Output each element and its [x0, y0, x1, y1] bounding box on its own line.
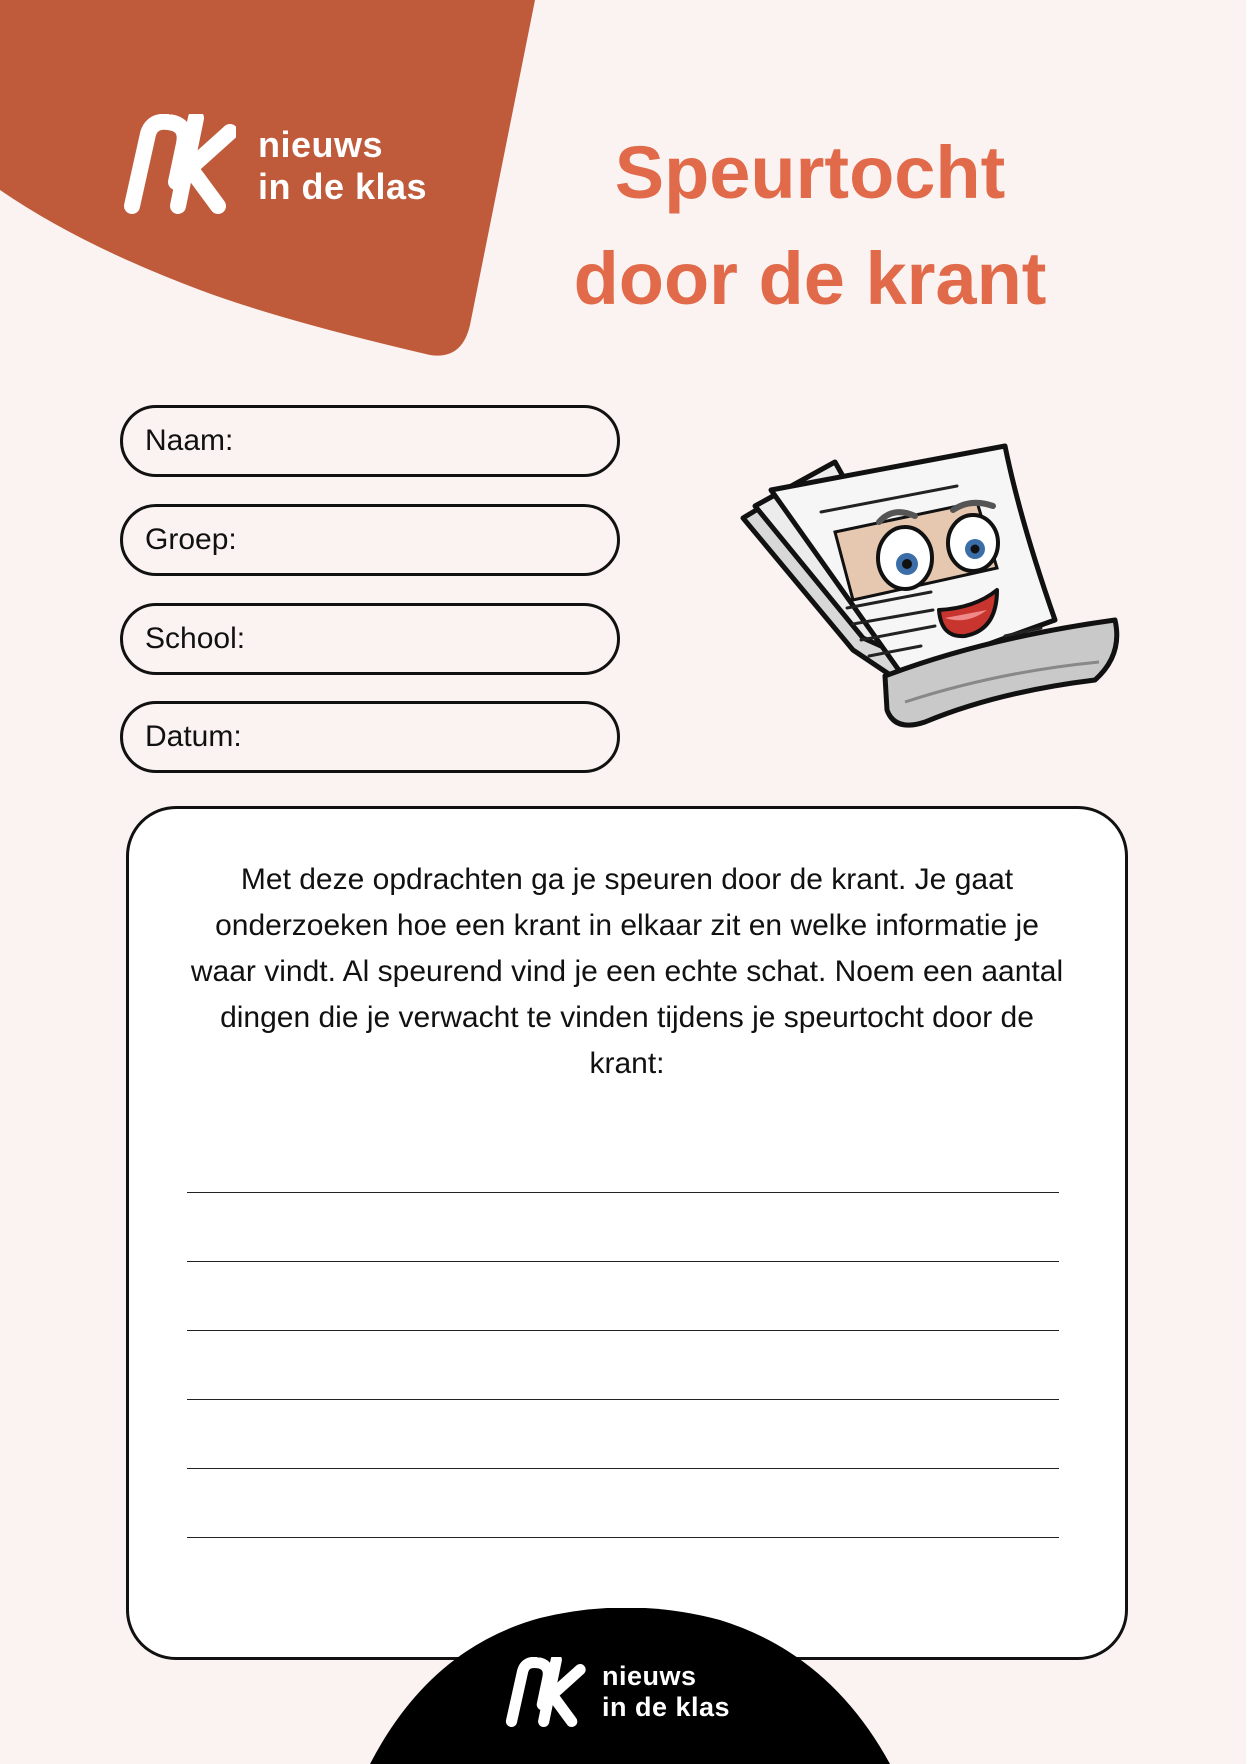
- logo-text: [258, 124, 427, 208]
- date-field[interactable]: [120, 701, 620, 773]
- page-title: [520, 120, 1100, 332]
- answer-line[interactable]: [187, 1330, 1059, 1331]
- answer-line[interactable]: [187, 1537, 1059, 1538]
- answer-line[interactable]: [187, 1192, 1059, 1193]
- footer-logo-line-1: nieuws: [602, 1661, 697, 1691]
- school-field[interactable]: [120, 603, 620, 675]
- answer-box: [126, 806, 1128, 1660]
- title-line-2: door de krant: [573, 237, 1047, 320]
- title-line-1: Speurtocht: [614, 131, 1006, 214]
- school-field-label: School:: [145, 622, 246, 655]
- date-field-label: Datum:: [145, 720, 242, 753]
- newspaper-mascot-icon: [735, 440, 1125, 740]
- answer-line[interactable]: [187, 1468, 1059, 1469]
- group-field-label: Groep:: [145, 523, 237, 556]
- nk-logo-mark-icon: [500, 1657, 586, 1727]
- name-field-label: Naam:: [145, 424, 234, 457]
- name-field[interactable]: [120, 405, 620, 477]
- nk-logo-mark-icon: [118, 114, 236, 214]
- logo-line-1: nieuws: [258, 124, 384, 165]
- footer-logo-text: [602, 1661, 730, 1723]
- footer-logo[interactable]: [500, 1657, 780, 1727]
- answer-line[interactable]: [187, 1261, 1059, 1262]
- nieuws-in-de-klas-logo[interactable]: [118, 114, 478, 214]
- group-field[interactable]: [120, 504, 620, 576]
- answer-line[interactable]: [187, 1399, 1059, 1400]
- intro-text: Met deze opdrachten ga je speuren door de krant. Je gaat onderzoeken hoe een krant in elkaar zit en welke informatie je waar vindt. Al speurend vind je een echte schat. Noem een aantal dingen die je verwacht te vinden tijdens je speurtocht door de krant:: [190, 863, 1064, 1080]
- logo-line-2: in de klas: [258, 166, 428, 207]
- footer-logo-line-2: in de klas: [602, 1692, 731, 1722]
